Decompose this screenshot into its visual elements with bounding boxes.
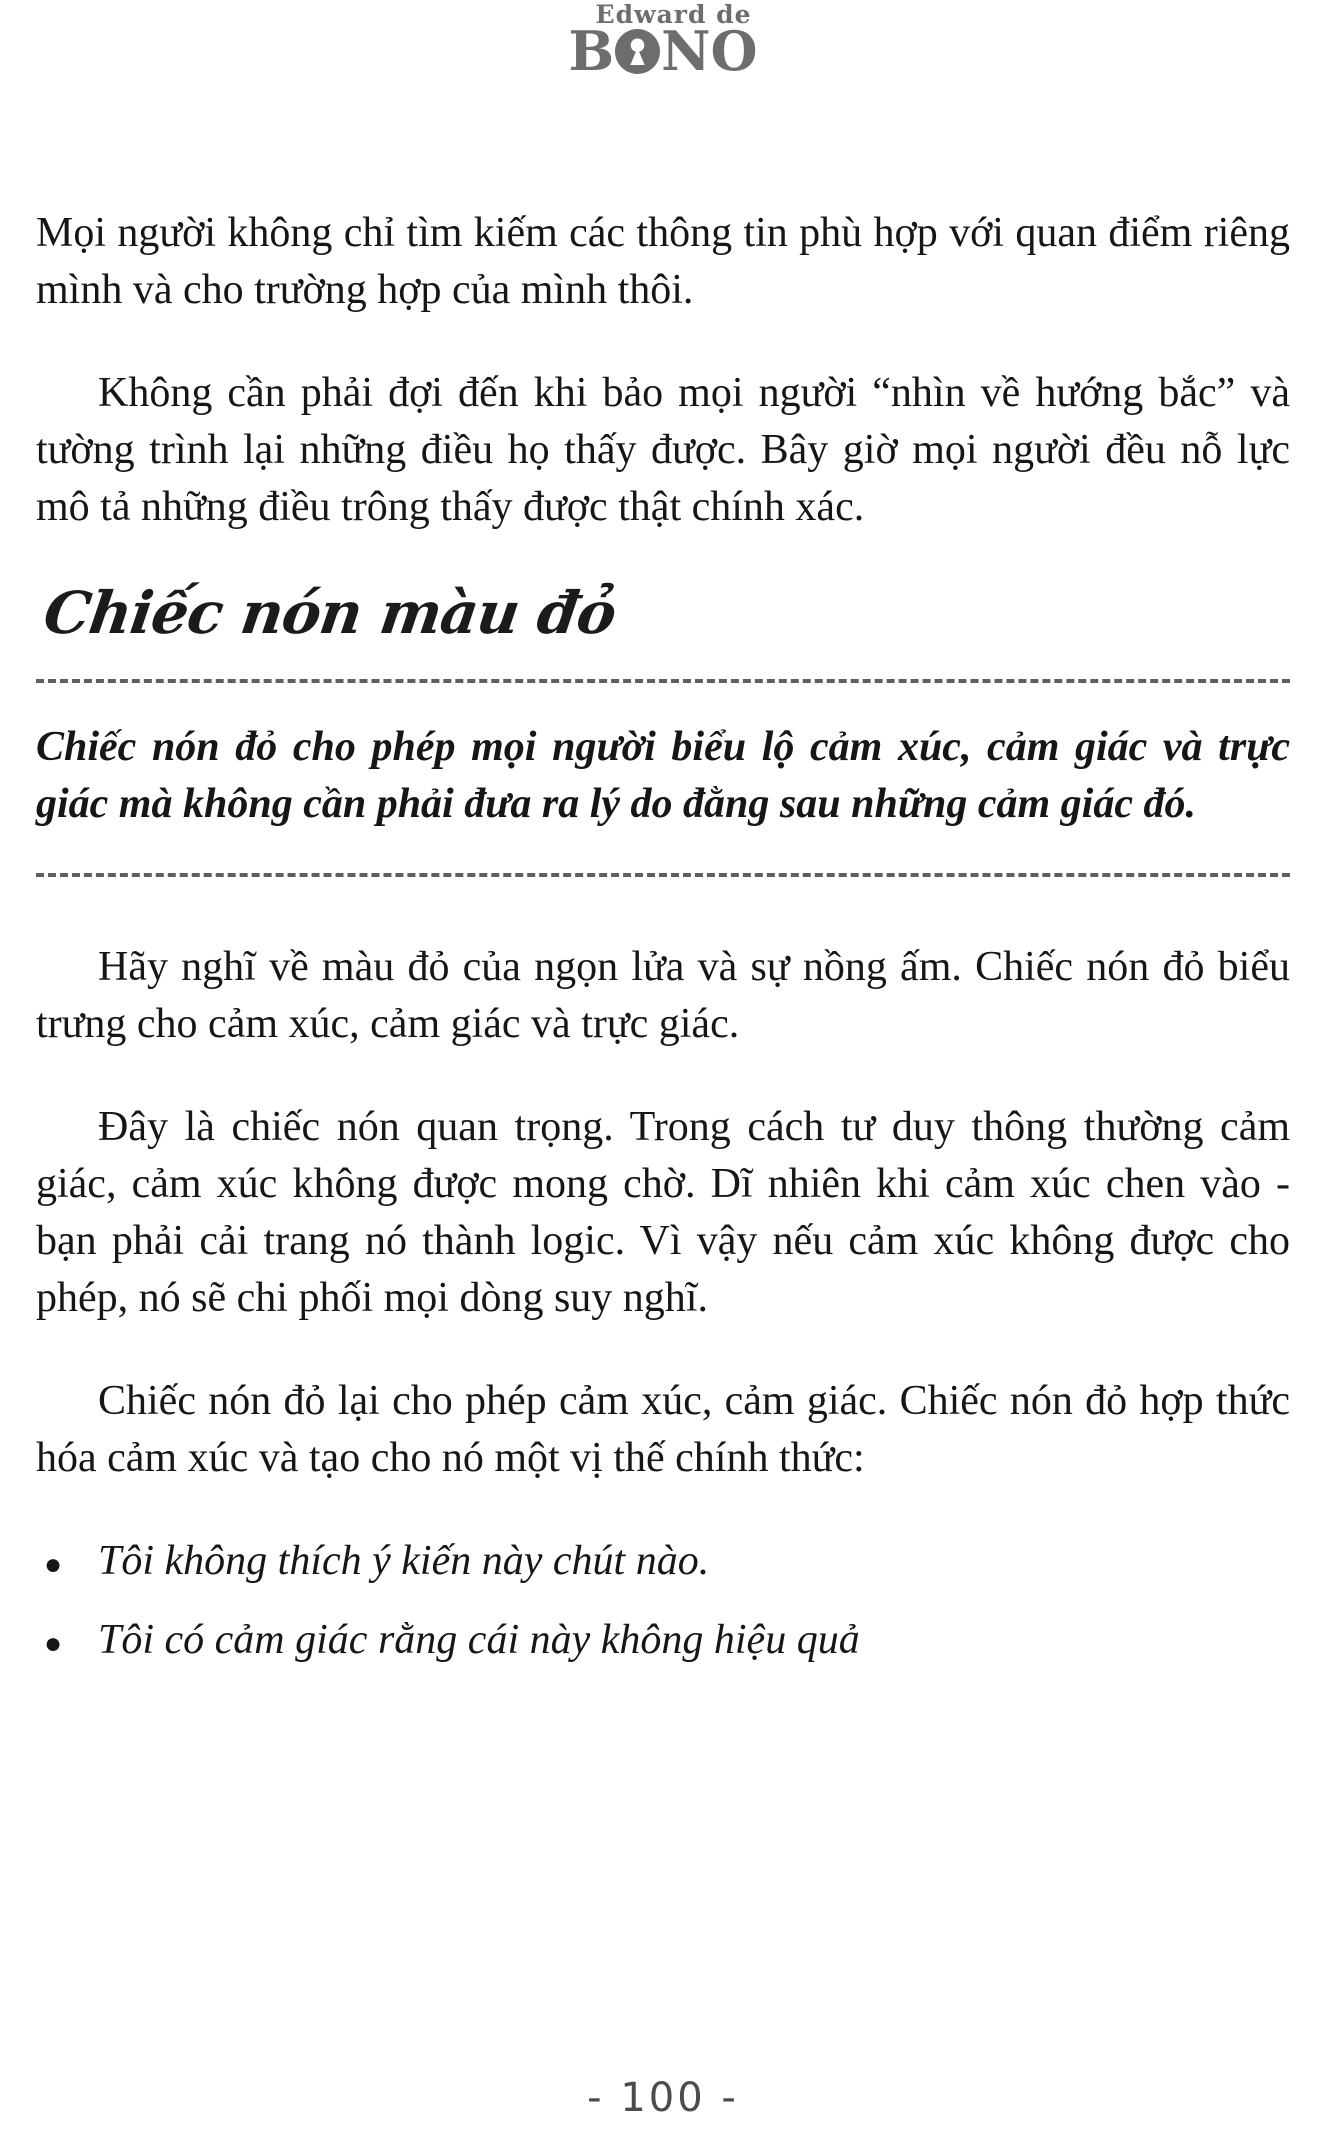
page-footer [0, 2075, 1326, 2121]
paragraph-body-1: Hãy nghĩ về màu đỏ của ngọn lửa và sự nồng ấm. Chiếc nón đỏ biểu trưng cho cảm xúc, cảm giác và trực giác. [36, 944, 1290, 1048]
logo-author-first-name: Edward de [595, 0, 752, 29]
logo-author-last-name [568, 19, 758, 83]
paragraph-intro-2: Không cần phải đợi đến khi bảo mọi người “nhìn về hướng bắc” và tường trình lại những điều họ thấy được. Bây giờ mọi người đều nỗ lực mô tả những điều trông thấy được thật chính xác. [36, 369, 1290, 530]
keyhole-icon [615, 29, 660, 74]
list-item [36, 1533, 1290, 1590]
logo-letter-b: B [568, 19, 615, 83]
bullet-text: Tôi có cảm giác rằng cái này không hiệu quả [98, 1617, 860, 1664]
bullet-text: Tôi không thích ý kiến này chút nào. [98, 1538, 710, 1585]
page-content [0, 205, 1326, 1670]
dashed-divider-bottom [36, 873, 1290, 877]
bullet-icon: ● [44, 1627, 63, 1661]
bullet-icon: ● [44, 1548, 63, 1582]
red-hat-definition-quote: Chiếc nón đỏ cho phép mọi người biểu lộ cảm xúc, cảm giác và trực giác mà không cần phải đưa ra lý do đằng sau những cảm giác đó. [36, 724, 1290, 828]
paragraph-body-3: Chiếc nón đỏ lại cho phép cảm xúc, cảm giác. Chiếc nón đỏ hợp thức hóa cảm xúc và tạo cho nó một vị thế chính thức: [36, 1378, 1290, 1482]
paragraph-intro-1: Mọi người không chỉ tìm kiếm các thông tin phù hợp với quan điểm riêng mình và cho trường hợp của mình thôi. [36, 209, 1290, 313]
dashed-divider-top [36, 679, 1290, 683]
section-heading-red-hat: Chiếc nón màu đỏ [39, 578, 620, 647]
page-number: - 100 - [587, 2075, 739, 2121]
paragraph-body-2: Đây là chiếc nón quan trọng. Trong cách tư duy thông thường cảm giác, cảm xúc không được mong chờ. Dĩ nhiên khi cảm xúc chen vào - bạn phải cải trang nó thành logic. Vì vậy nếu cảm xúc không được cho phép, nó sẽ chi phối mọi dòng suy nghĩ. [36, 1104, 1290, 1322]
list-item [36, 1612, 1290, 1669]
logo-letters-no: NO [661, 19, 758, 83]
publisher-logo [568, 0, 758, 83]
example-bullet-list [36, 1533, 1290, 1669]
